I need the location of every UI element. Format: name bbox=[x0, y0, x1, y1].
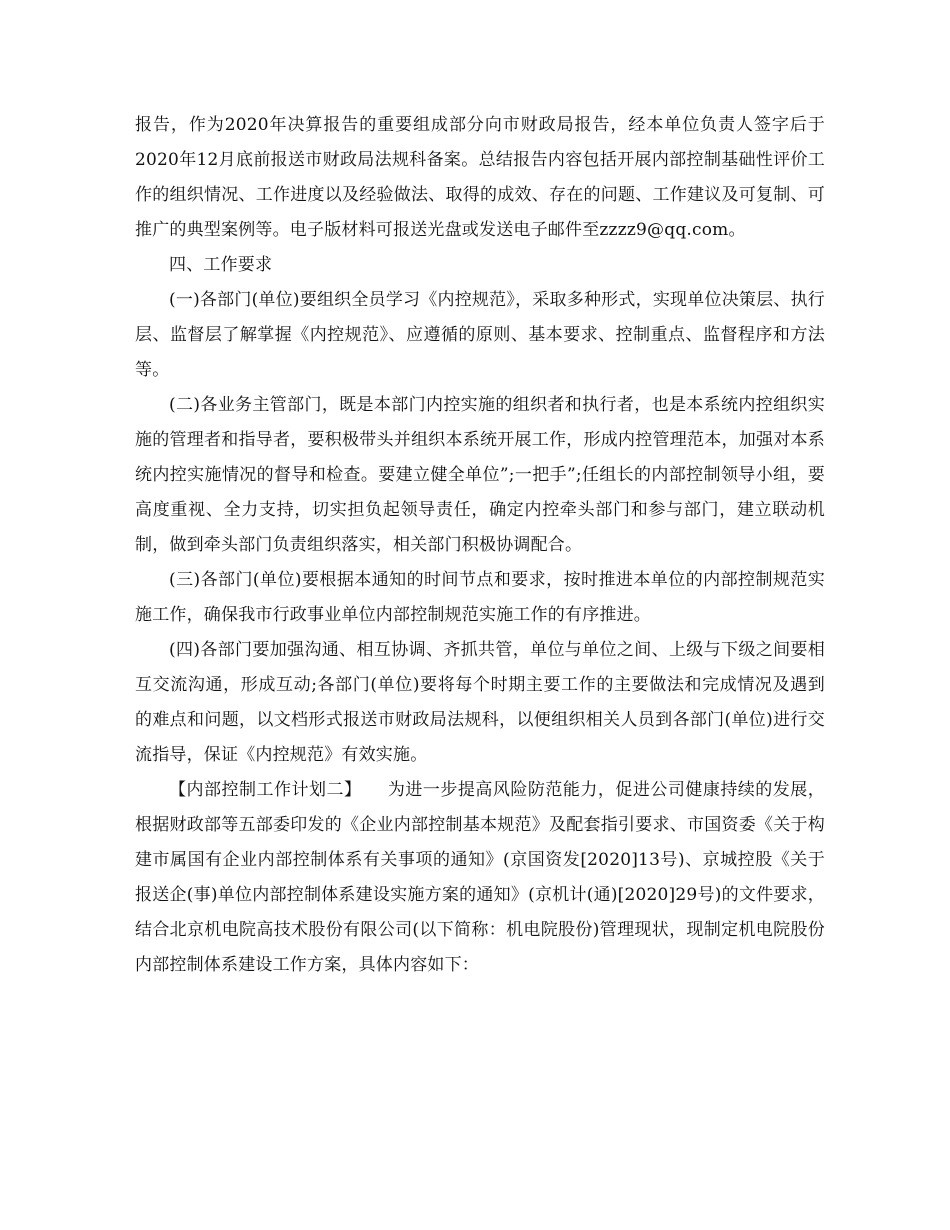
paragraph-requirement-4: (四)各部门要加强沟通、相互协调、齐抓共管，单位与单位之间、上级与下级之间要相互交流沟通，形成互动;各部门(单位)要将每个时期主要工作的主要做法和完成情况及遇到的难点和问题，以文档形式报送市财政局法规科，以便组织相关人员到各部门(单位)进行交流指导，保证《内控规范》有效实施。 bbox=[135, 640, 825, 765]
paragraph-report-continuation: 报告，作为2020年决算报告的重要组成部分向市财政局报告，经本单位负责人签字后于2020年12月底前报送市财政局法规科备案。总结报告内容包括开展内部控制基础性评价工作的组织情况、工作进度以及经验做法、取得的成效、存在的问题、工作建议及可复制、可推广的典型案例等。电子版材料可报送光盘或发送电子邮件至zzzz9@qq.com。 bbox=[135, 115, 825, 240]
paragraph-requirement-3: (三)各部门(单位)要根据本通知的时间节点和要求，按时推进本单位的内部控制规范实施工作，确保我市行政事业单位内部控制规范实施工作的有序推进。 bbox=[135, 570, 825, 625]
paragraph-requirement-2: (二)各业务主管部门，既是本部门内控实施的组织者和执行者，也是本系统内控组织实施的管理者和指导者，要积极带头并组织本系统开展工作，形成内控管理范本，加强对本系统内控实施情况的督导和检查。要建立健全单位”;一把手”;任组长的内部控制领导小组，要高度重视、全力支持，切实担负起领导责任，确定内控牵头部门和参与部门，建立联动机制，做到牵头部门负责组织落实，相关部门积极协调配合。 bbox=[135, 395, 825, 555]
document-body bbox=[135, 108, 825, 983]
paragraph-requirement-1: (一)各部门(单位)要组织全员学习《内控规范》，采取多种形式，实现单位决策层、执行层、监督层了解掌握《内控规范》、应遵循的原则、基本要求、控制重点、监督程序和方法等。 bbox=[135, 290, 825, 380]
section-heading-work-requirements: 四、工作要求 bbox=[169, 255, 273, 275]
paragraph-plan-two-intro: 【内部控制工作计划二】 为进一步提高风险防范能力，促进公司健康持续的发展，根据财政部等五部委印发的《企业内部控制基本规范》及配套指引要求、市国资委《关于构建市属国有企业内部控制体系有关事项的通知》(京国资发[2020]13号)、京城控股《关于报送企(事)单位内部控制体系建设实施方案的通知》(京机计(通)[2020]29号)的文件要求，结合北京机电院高技术股份有限公司(以下简称：机电院股份)管理现状，现制定机电院股份内部控制体系建设工作方案，具体内容如下： bbox=[135, 780, 825, 975]
